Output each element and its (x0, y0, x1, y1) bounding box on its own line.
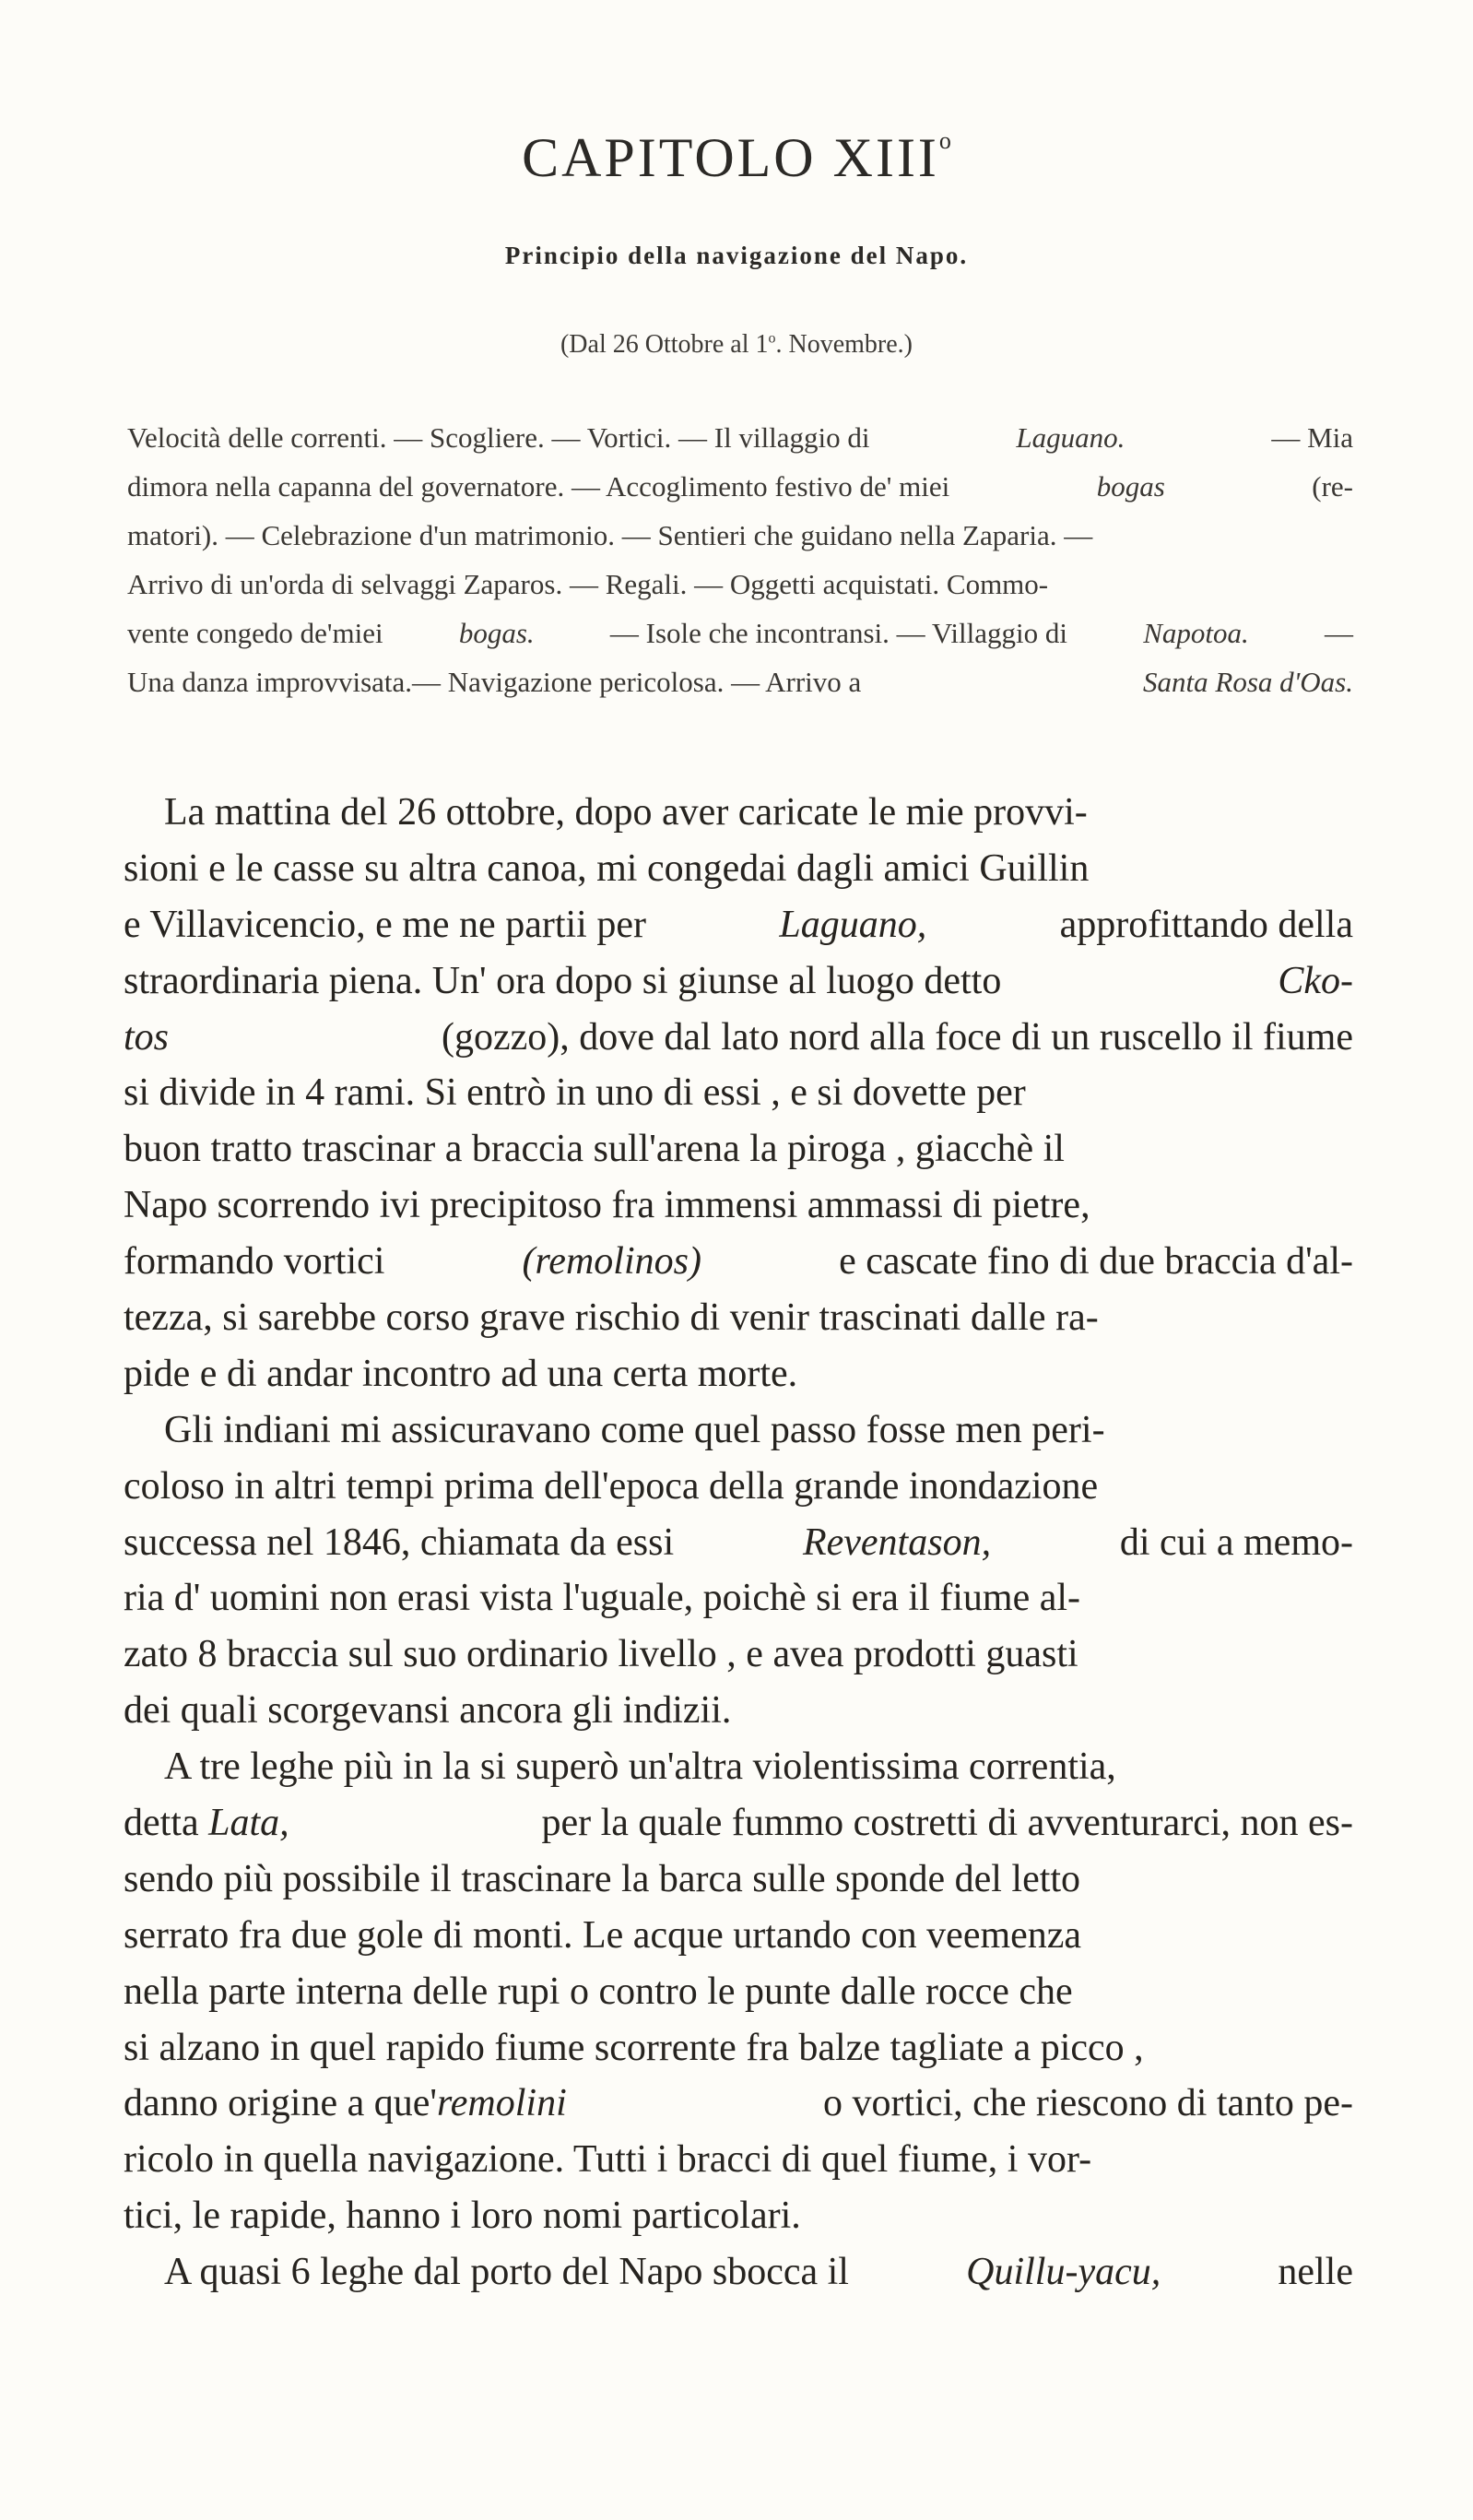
text-line: straordinaria piena. Un' ora dopo si giunse al luogo detto Cko- (124, 959, 1353, 1002)
chapter-title-text: CAPITOLO XIII (522, 127, 939, 188)
text-line: pide e di andar incontro ad una certa morte. (124, 1352, 798, 1395)
body-text (124, 785, 1353, 2301)
date-range (0, 330, 1473, 360)
text-line: zato 8 braccia sul suo ordinario livello , e avea prodotti guasti (124, 1633, 1078, 1676)
chapter-subtitle: Principio della navigazione del Napo. (504, 242, 969, 269)
text-line: detta Lata, per la quale fummo costretti di avventurarci, non es- (124, 1802, 1353, 1845)
text-line: La mattina del 26 ottobre, dopo aver caricate le mie provvi- (164, 791, 1088, 834)
text-line: formando vortici (remolinos) e cascate fino di due braccia d'al- (124, 1240, 1353, 1284)
text-line: si divide in 4 rami. Si entrò in uno di essi , e si dovette per (124, 1071, 1026, 1115)
text-line: tos (gozzo), dove dal lato nord alla foce di un ruscello il fiume (124, 1015, 1353, 1059)
text-line: serrato fra due gole di monti. Le acque urtando con veemenza (124, 1913, 1082, 1957)
date-range-end: . Novembre.) (775, 330, 913, 359)
text-line: A tre leghe più in la si superò un'altra violentissima correntia, (164, 1745, 1116, 1789)
date-range-ordinal: o (768, 330, 776, 347)
text-line: nella parte interna delle rupi o contro le punte dalle rocce che (124, 1970, 1073, 2013)
summary-line: vente congedo de'miei bogas. — Isole che incontransi. — Villaggio di Napotoa. — (127, 617, 1353, 649)
chapter-summary (127, 413, 1353, 706)
text-line: Gli indiani mi assicuravano come quel passo fosse men peri- (164, 1408, 1105, 1451)
summary-line: Una danza improvvisata.— Navigazione pericolosa. — Arrivo a Santa Rosa d'Oas. (127, 666, 1353, 698)
text-line: A quasi 6 leghe dal porto del Napo sbocca il Quillu-yacu, nelle (164, 2251, 1353, 2294)
summary-line: Velocità delle correnti. — Scogliere. — Vortici. — Il villaggio di Laguano. — Mia (127, 421, 1353, 454)
text-line: buon tratto trascinar a braccia sull'arena la piroga , giacchè il (124, 1128, 1065, 1171)
chapter-title-ordinal: o (938, 127, 951, 154)
text-line: danno origine a que'remolini o vortici, che riescono di tanto pe- (124, 2082, 1353, 2125)
chapter-title (0, 127, 1473, 188)
text-line: sioni e le casse su altra canoa, mi congedai dagli amici Guillin (124, 846, 1090, 890)
text-line: si alzano in quel rapido fiume scorrente fra balze tagliate a picco , (124, 2026, 1144, 2069)
summary-line: Arrivo di un'orda di selvaggi Zaparos. — Regali. — Oggetti acquistati. Commo- (127, 568, 1049, 600)
text-line: e Villavicencio, e me ne partii per Laguano, approfittando della (124, 903, 1353, 946)
summary-line: matori). — Celebrazione d'un matrimonio. — Sentieri che guidano nella Zaparia. — (127, 519, 1093, 551)
text-line: Napo scorrendo ivi precipitoso fra immensi ammassi di pietre, (124, 1184, 1090, 1227)
text-line: ria d' uomini non erasi vista l'uguale, poichè si era il fiume al- (124, 1577, 1081, 1620)
text-line: successa nel 1846, chiamata da essi Reventason, di cui a memo- (124, 1520, 1353, 1564)
text-line: dei quali scorgevansi ancora gli indizii. (124, 1689, 732, 1733)
text-line: tici, le rapide, hanno i loro nomi particolari. (124, 2195, 801, 2238)
text-line: ricolo in quella navigazione. Tutti i bracci di quel fiume, i vor- (124, 2138, 1092, 2182)
date-range-start: (Dal 26 Ottobre al 1 (560, 330, 769, 359)
summary-line: dimora nella capanna del governatore. — Accoglimento festivo de' miei bogas (re- (127, 470, 1353, 503)
text-line: tezza, si sarebbe corso grave rischio di venir trascinati dalle ra- (124, 1296, 1099, 1340)
text-line: coloso in altri tempi prima dell'epoca della grande inondazione (124, 1464, 1099, 1508)
text-line: sendo più possibile il trascinare la barca sulle sponde del letto (124, 1857, 1081, 1900)
